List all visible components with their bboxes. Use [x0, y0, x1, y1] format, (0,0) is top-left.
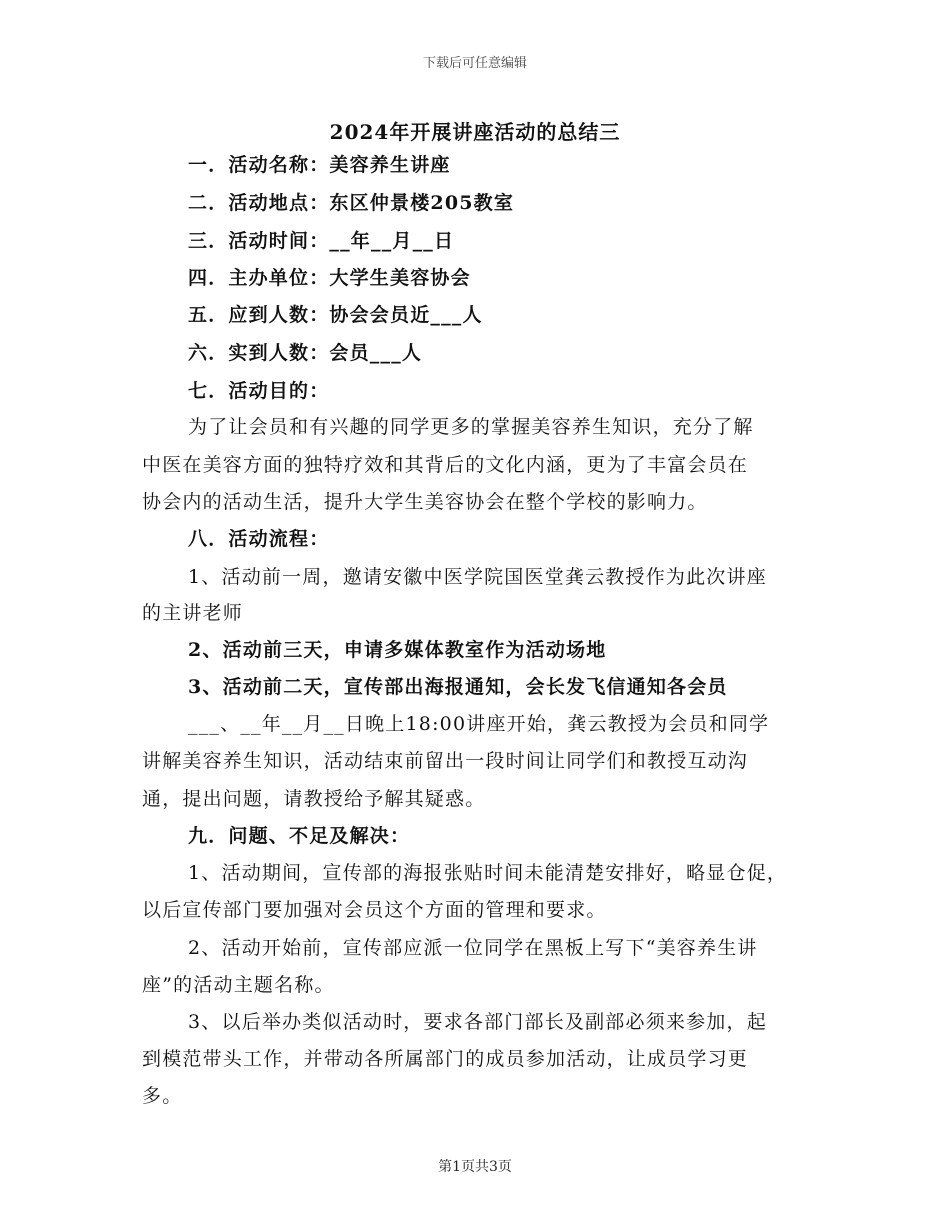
paragraph-line: 协会内的活动生活，提升大学生美容协会在整个学校的影响力。: [142, 491, 708, 513]
paragraph-line: 以后宣传部门要加强对会员这个方面的管理和要求。: [142, 899, 607, 921]
document-title: 2024年开展讲座活动的总结三: [329, 120, 621, 144]
heading-process: 八．活动流程：: [188, 528, 330, 550]
paragraph-line: 通，提出问题，请教授给予解其疑惑。: [142, 788, 486, 810]
paragraph-line: 讲解美容养生知识，活动结束前留出一段时间让同学们和教授互动沟: [142, 750, 749, 772]
paragraph-line: ___、__年__月__日晚上18:00讲座开始，龚云教授为会员和同学: [188, 713, 770, 735]
paragraph-line: 的主讲老师: [142, 602, 244, 624]
paragraph-line: 到模范带头工作，并带动各所属部门的成员参加活动，让成员学习更: [142, 1048, 749, 1070]
heading-activity-name: 一．活动名称：美容养生讲座: [188, 154, 451, 176]
paragraph-line: 1、活动期间，宣传部的海报张贴时间未能清楚安排好，略显仓促，: [188, 862, 788, 884]
page-footer: 第1页共3页: [438, 1159, 512, 1175]
paragraph-line: 2、活动开始前，宣传部应派一位同学在黑板上写下“美容养生讲: [188, 937, 758, 959]
process-step-bold: 2、活动前三天，申请多媒体教室作为活动场地: [188, 639, 607, 661]
paragraph-line: 为了让会员和有兴趣的同学更多的掌握美容养生知识，充分了解: [188, 416, 754, 438]
paragraph-line: 中医在美容方面的独特疗效和其背后的文化内涵，更为了丰富会员在: [142, 454, 749, 476]
heading-purpose: 七．活动目的：: [188, 380, 330, 402]
paragraph-line: 1、活动前一周，邀请安徽中医学院国医堂龚云教授作为此次讲座: [188, 566, 767, 588]
heading-problems: 九．问题、不足及解决：: [188, 825, 411, 847]
header-note: 下载后可任意编辑: [422, 56, 527, 71]
heading-actual-attendance: 六．实到人数：会员___人: [188, 342, 423, 364]
process-step-bold: 3、活动前二天，宣传部出海报通知，会长发飞信通知各会员: [188, 676, 728, 698]
heading-activity-time: 三．活动时间：__年__月__日: [188, 230, 455, 252]
heading-expected-attendance: 五．应到人数：协会会员近___人: [188, 304, 483, 326]
heading-organizer: 四．主办单位：大学生美容协会: [188, 267, 471, 289]
paragraph-line: 座”的活动主题名称。: [142, 974, 335, 996]
paragraph-line: 3、以后举办类似活动时，要求各部门部长及副部必须来参加，起: [188, 1011, 767, 1033]
paragraph-line: 多。: [142, 1085, 183, 1107]
heading-activity-location: 二．活动地点：东区仲景楼205教室: [188, 192, 515, 214]
